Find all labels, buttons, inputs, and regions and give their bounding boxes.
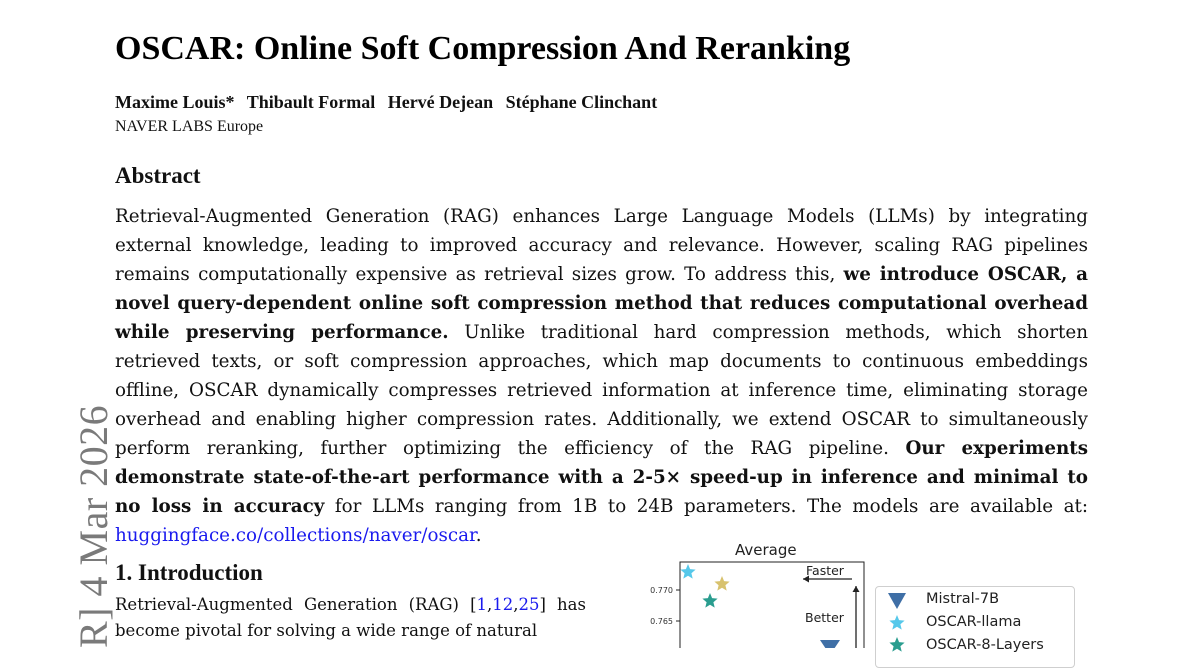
mistral-legend-marker (888, 593, 906, 609)
citation-link[interactable]: 12 (492, 595, 514, 614)
figure-title: Average (735, 541, 797, 559)
intro-text-span: ] has become pivotal for solving a wide range of natural (115, 595, 586, 640)
introduction-heading: 1. Introduction (115, 560, 263, 585)
abstract-end: . (475, 525, 482, 546)
huggingface-link[interactable]: huggingface.co/collections/naver/oscar (115, 525, 476, 546)
affiliation: NAVER LABS Europe (115, 118, 264, 135)
legend-item-oscar-llama: OSCAR-llama (926, 614, 1022, 630)
intro-text-span: , (513, 595, 519, 614)
citation-link[interactable]: 1 (476, 595, 488, 614)
citation-link[interactable]: 25 (518, 595, 540, 614)
better-label: Better (805, 610, 844, 625)
arxiv-stamp: R] 4 Mar 2026 (71, 404, 116, 648)
y-tick-label: 0.765 (650, 617, 673, 626)
author-name: Hervé Dejean (387, 92, 494, 112)
abstract-text: Retrieval-Augmented Generation (RAG) enhances Large Language Models (LLMs) by integrating external knowledge, leading to improved accuracy and relevance. However, scaling RAG pipelines remains computationally expensive as retrieval sizes grow. To address this, (115, 206, 1088, 285)
figure-legend (875, 586, 1075, 668)
introduction-text (115, 592, 586, 644)
intro-text-span: , (487, 595, 493, 614)
oscar-8-layers-point (702, 593, 717, 608)
author-name: Stéphane Clinchant (505, 92, 658, 112)
oscar-8-layers-legend-marker (889, 637, 904, 652)
abstract-text: for LLMs ranging from 1B to 24B parameters. The models are available at: (324, 496, 1088, 517)
abstract-bold-result: Our experiments demonstrate state-of-the-art performance with a 2-5× speed-up in inference and minimal to no loss in accuracy (115, 438, 1088, 517)
abstract-text: Unlike traditional hard compression methods, which shorten retrieved texts, or soft compression approaches, which map documents to continuous embeddings offline, OSCAR dynamically compresses retrieved information at inference time, eliminating storage overhead and enabling higher compression rates. Additionally, we extend OSCAR to simultaneously perform reranking, further optimizing the efficiency of the RAG pipeline. (115, 322, 1088, 459)
y-tick-label: 0.770 (650, 586, 673, 595)
intro-text-span: Retrieval-Augmented Generation (RAG) [ (115, 595, 477, 614)
oscar-llama-point (680, 564, 695, 579)
better-arrow-head (853, 586, 860, 592)
faster-label: Faster (806, 563, 844, 578)
legend-markers (886, 587, 916, 667)
author-name: Thibault Formal (246, 92, 376, 112)
abstract-heading: Abstract (115, 163, 201, 188)
oscar-llama-legend-marker (889, 615, 904, 630)
author-list (115, 92, 665, 113)
gold-star-point (714, 576, 729, 591)
author-name: Maxime Louis* (115, 92, 235, 112)
legend-item-oscar-8-layers: OSCAR-8-Layers (926, 637, 1044, 653)
abstract-bold-claim: we introduce OSCAR, a novel query-dependent online soft compression method that reduces computational overhead while preserving performance. (115, 264, 1088, 343)
legend-item-mistral: Mistral-7B (926, 591, 1000, 607)
abstract-body (115, 202, 1088, 550)
mistral-7b-point (820, 640, 840, 648)
paper-title: OSCAR: Online Soft Compression And Reranking (115, 30, 851, 67)
